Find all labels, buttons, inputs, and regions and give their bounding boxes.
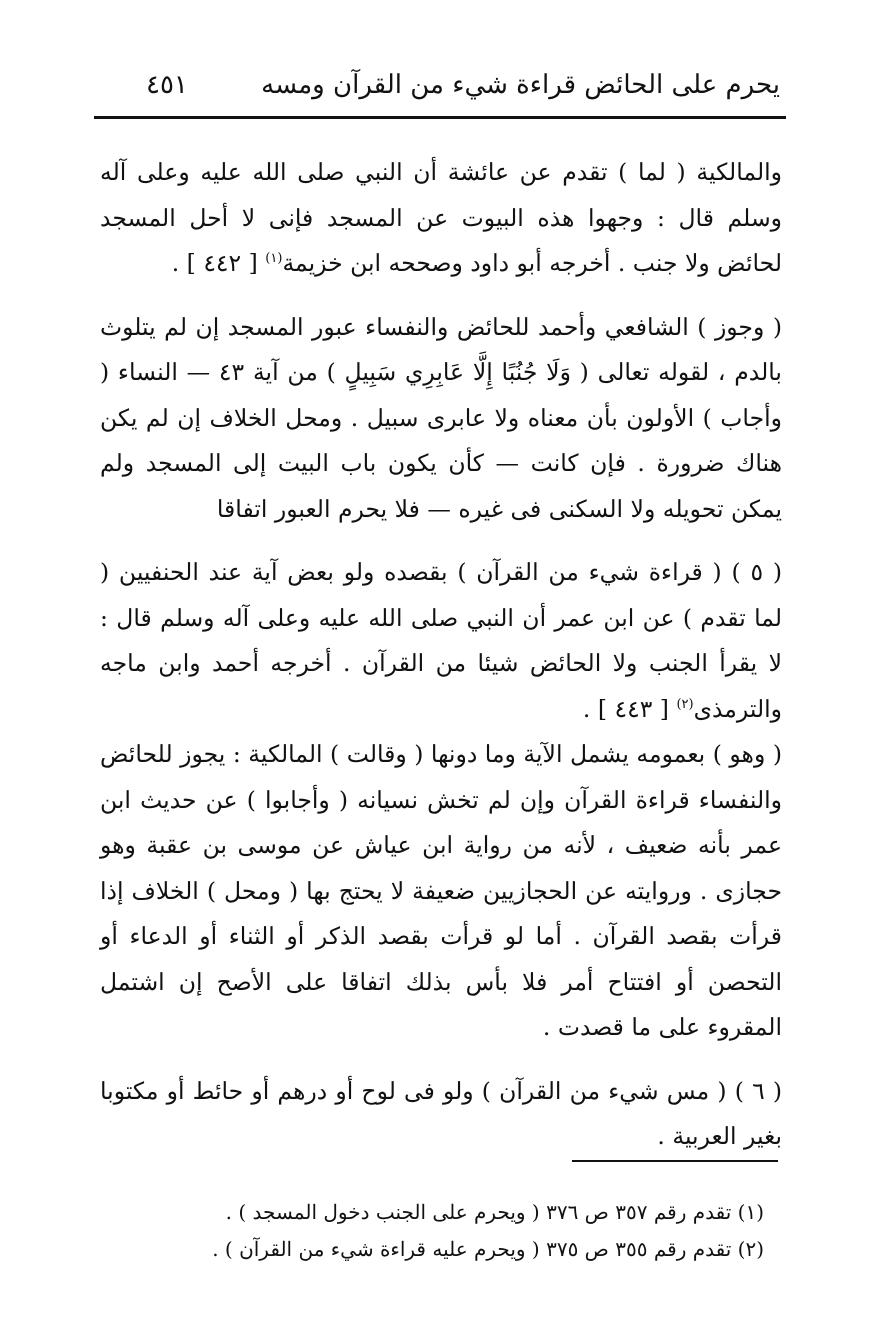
paragraph-2: ( وجوز ) الشافعي وأحمد للحائض والنفساء عبور المسجد إن لم يتلوث بالدم ، لقوله تعالى ( وَلَا جُنُبًا إِلَّا عَابِرِي سَبِيلٍ ) من آية ٤٣ — النساء ( وأجاب ) الأولون بأن معناه ولا عابرى سبيل . ومحل الخلاف إن لم يكن هناك ضرورة . فإن كانت — كأن يكون باب البيت إلى المسجد ولم يمكن تحويله ولا السكنى فى غيره — فلا يحرم العبور اتفاقا bbox=[100, 312, 782, 523]
header-rule bbox=[94, 116, 786, 119]
running-title: يحرم على الحائض قراءة شيء من القرآن ومسه bbox=[261, 70, 780, 100]
footnote-ref-2: (٢) bbox=[676, 696, 694, 712]
paragraph-1-end: [ ٤٤٢ ] . bbox=[171, 249, 266, 277]
footnote-ref-1: (١) bbox=[265, 251, 283, 267]
running-head bbox=[96, 66, 780, 110]
paragraph-4: ( وهو ) بعمومه يشمل الآية وما دونها ( وقالت ) المالكية : يجوز للحائض والنفساء قراءة القرآن وإن لم تخش نسيانه ( وأجابوا ) عن حديث ابن عمر بأنه ضعيف ، لأنه من رواية ابن عياش عن موسى بن عقبة وهو حجازى . وروايته عن الحجازيين ضعيفة لا يحتج بها ( ومحل ) الخلاف إذا قرأت بقصد القرآن . أما لو قرأت بقصد الذكر أو الثناء أو الدعاء أو التحصن أو افتتاح أمر فلا بأس بذلك اتفاقا على الأصح إن اشتمل المقروء على ما قصدت . bbox=[100, 740, 783, 1041]
footnote-rule bbox=[572, 1160, 778, 1162]
paragraph-1-text: والمالكية ( لما ) تقدم عن عائشة أن النبي صلى الله عليه وعلى آله وسلم قال : وجهوا هذه البيوت عن المسجد فإنى لا أحل المسجد لحائض ولا جنب . أخرجه أبو داود وصححه ابن خزيمة bbox=[100, 158, 782, 277]
paragraph-1 bbox=[100, 150, 782, 287]
paragraph-3 bbox=[100, 550, 782, 732]
paragraph-3-text: ( ٥ ) ( قراءة شيء من القرآن ) بقصده ولو بعض آية عند الحنفيين ( لما تقدم ) عن ابن عمر أن النبي صلى الله عليه وعلى آله وسلم قال : لا يقرأ الجنب ولا الحائض شيئا من القرآن . أخرجه أحمد وابن ماجه والترمذى bbox=[100, 558, 782, 723]
paragraph-5: ( ٦ ) ( مس شيء من القرآن ) ولو فى لوح أو درهم أو حائط أو مكتوبا بغير العربية . bbox=[100, 1076, 783, 1150]
footnote-1: (١) تقدم رقم ٣٥٧ ص ٣٧٦ ( ويحرم على الجنب دخول المسجد ) . bbox=[225, 1200, 764, 1224]
main-text bbox=[100, 150, 782, 1160]
footnote-2: (٢) تقدم رقم ٣٥٥ ص ٣٧٥ ( ويحرم عليه قراءة شيء من القرآن ) . bbox=[212, 1237, 764, 1261]
footnotes bbox=[100, 1194, 770, 1268]
page-number: ٤٥١ bbox=[146, 70, 188, 100]
paragraph-3-end: [ ٤٤٣ ] . bbox=[582, 694, 677, 723]
